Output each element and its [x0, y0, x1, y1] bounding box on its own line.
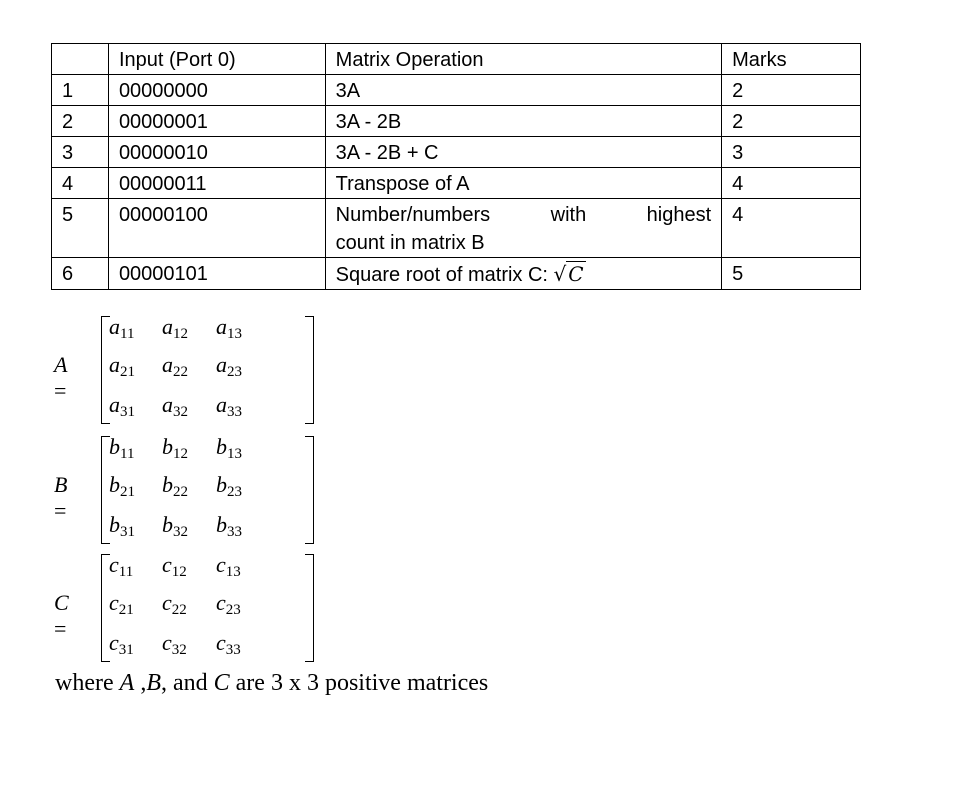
- matrix-element: $a_{21}$: [109, 352, 135, 380]
- operation-text: Square root of matrix C:: [335, 264, 554, 286]
- table-row: [52, 75, 861, 106]
- matrix-element: $a_{22}$: [162, 352, 188, 380]
- row-input: 00000011: [108, 168, 325, 199]
- matrix-element: $c_{31}$: [109, 630, 134, 658]
- matrix-label: A =: [54, 352, 68, 403]
- sqrt-expression: [554, 261, 586, 286]
- table-row: [52, 168, 861, 199]
- row-marks: 2: [722, 106, 861, 137]
- matrix-element: $c_{32}$: [162, 630, 187, 658]
- row-operation: 3A: [325, 75, 721, 106]
- row-number: 3: [52, 137, 109, 168]
- matrix-element: $b_{11}$: [109, 434, 135, 462]
- row-number: 1: [52, 75, 109, 106]
- row-operation: 3A - 2B + C: [325, 137, 721, 168]
- matrix-element: $b_{23}$: [216, 472, 242, 500]
- matrix-element: $b_{22}$: [162, 472, 188, 500]
- row-number: 5: [52, 199, 109, 258]
- row-marks: 5: [722, 258, 861, 290]
- matrix-element: $c_{23}$: [216, 590, 241, 618]
- row-marks: 4: [722, 199, 861, 258]
- matrix-element: $a_{33}$: [216, 392, 242, 420]
- right-bracket: [305, 316, 314, 424]
- matrix-element: $a_{31}$: [109, 392, 135, 420]
- table-row: [52, 199, 861, 258]
- sqrt-symbol: √: [553, 262, 567, 286]
- row-number: 6: [52, 258, 109, 290]
- matrix-element: $a_{12}$: [162, 314, 188, 342]
- matrix-element: $c_{33}$: [216, 630, 241, 658]
- row-input: 00000100: [108, 199, 325, 258]
- matrix-element: $b_{32}$: [162, 512, 188, 540]
- row-marks: 3: [722, 137, 861, 168]
- row-input: 00000001: [108, 106, 325, 137]
- row-marks: 2: [722, 75, 861, 106]
- operation-line-1: Number/numbers with highest: [335, 204, 712, 226]
- matrix-element: $b_{13}$: [216, 434, 242, 462]
- row-input: 00000010: [108, 137, 325, 168]
- header-marks: Marks: [722, 44, 861, 75]
- header-index: [52, 44, 109, 75]
- right-bracket: [305, 554, 314, 662]
- matrix-element: $b_{21}$: [109, 472, 135, 500]
- sqrt-argument: C: [568, 262, 584, 286]
- row-operation: Transpose of A: [325, 168, 721, 199]
- row-operation: 3A - 2B: [325, 106, 721, 137]
- table-row: [52, 106, 861, 137]
- table-header-row: [52, 44, 861, 75]
- row-operation: [325, 199, 721, 258]
- matrix-element: $b_{31}$: [109, 512, 135, 540]
- right-bracket: [305, 436, 314, 544]
- matrix-element: $a_{11}$: [109, 314, 135, 342]
- row-input: 00000000: [108, 75, 325, 106]
- row-marks: 4: [722, 168, 861, 199]
- row-number: 4: [52, 168, 109, 199]
- header-operation: Matrix Operation: [325, 44, 721, 75]
- matrix-element: $c_{11}$: [109, 552, 134, 580]
- matrix-element: $a_{13}$: [216, 314, 242, 342]
- matrix-element: $c_{22}$: [162, 590, 187, 618]
- matrix-element: $c_{12}$: [162, 552, 187, 580]
- table-row: [52, 137, 861, 168]
- matrix-label: B =: [54, 472, 68, 523]
- matrix-caption: where A ,B, and C are 3 x 3 positive matrices: [55, 670, 489, 696]
- row-operation: [325, 258, 721, 290]
- matrix-element: $b_{12}$: [162, 434, 188, 462]
- matrix-label: C =: [54, 590, 69, 641]
- row-input: 00000101: [108, 258, 325, 290]
- row-number: 2: [52, 106, 109, 137]
- matrix-element: $a_{23}$: [216, 352, 242, 380]
- header-input: Input (Port 0): [108, 44, 325, 75]
- matrix-element: $c_{21}$: [109, 590, 134, 618]
- operations-table: [51, 43, 861, 290]
- matrix-element: $b_{33}$: [216, 512, 242, 540]
- operation-line-2: count in matrix B: [335, 232, 485, 254]
- table-row: [52, 258, 861, 290]
- matrix-element: $a_{32}$: [162, 392, 188, 420]
- matrix-element: $c_{13}$: [216, 552, 241, 580]
